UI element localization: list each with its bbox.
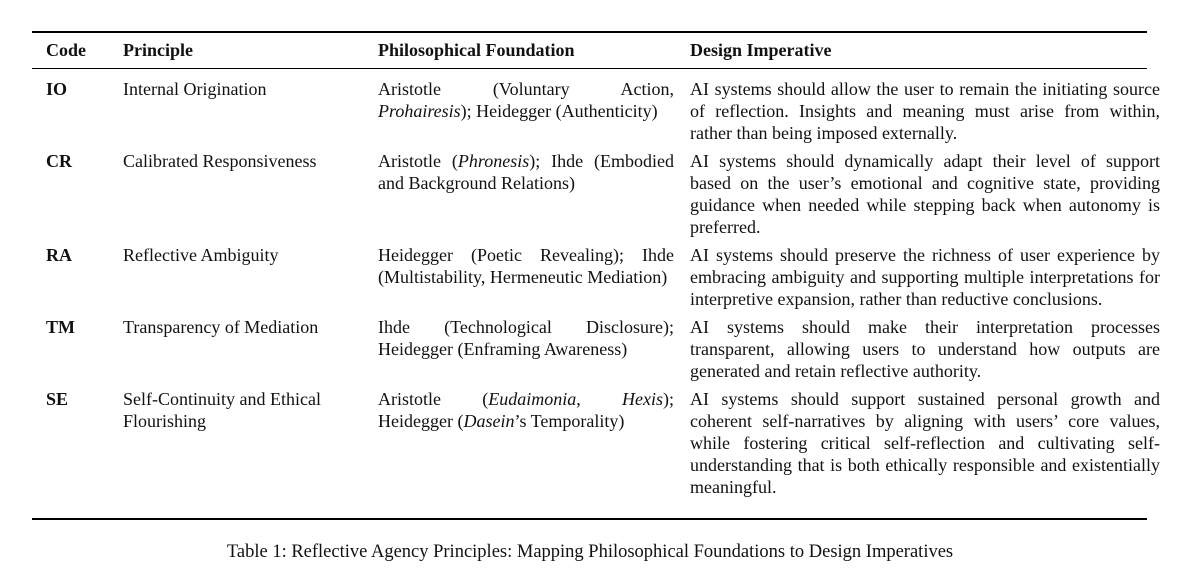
row-code: CR xyxy=(46,151,72,171)
header-code: Code xyxy=(46,40,86,60)
table-bottom-rule xyxy=(32,518,1147,520)
header-foundation: Philosophical Foundation xyxy=(378,40,575,60)
table-header-row xyxy=(32,33,1170,69)
row-principle: Reflective Ambiguity xyxy=(123,245,279,265)
table-row xyxy=(32,69,1170,150)
row-code: SE xyxy=(46,389,69,409)
row-foundation: Heidegger (Poetic Revealing); Ihde (Multistability, Hermeneutic Mediation) xyxy=(378,245,674,287)
table-row xyxy=(32,388,1170,504)
table-row xyxy=(32,244,1170,316)
row-code: RA xyxy=(46,245,72,265)
row-foundation: Aristotle (Voluntary Action, Prohairesis); Heidegger (Authenticity) xyxy=(378,79,674,121)
principles-table xyxy=(32,33,1170,504)
row-foundation: Ihde (Technological Disclosure); Heidegger (Enframing Awareness) xyxy=(378,317,674,359)
table-caption: Table 1: Reflective Agency Principles: Mapping Philosophical Foundations to Design Imperatives xyxy=(226,542,954,562)
row-principle: Self-Continuity and Ethical Flourishing xyxy=(123,389,321,431)
row-code: IO xyxy=(46,79,68,99)
header-imperative: Design Imperative xyxy=(690,40,832,60)
row-imperative: AI systems should preserve the richness of user experience by embracing ambiguity and supporting multiple interpretations for interpretive expansion, rather than reductive conclusions. xyxy=(690,245,1160,309)
header-principle: Principle xyxy=(123,40,193,60)
row-principle: Internal Origination xyxy=(123,79,267,99)
row-foundation: Aristotle (Eudaimonia, Hexis); Heidegger (Dasein’s Temporality) xyxy=(378,389,674,431)
row-principle: Calibrated Responsiveness xyxy=(123,151,317,171)
row-imperative: AI systems should dynamically adapt their level of support based on the user’s emotional and cognitive state, providing guidance when needed while stepping back when autonomy is preferred. xyxy=(690,151,1160,237)
row-code: TM xyxy=(46,317,75,337)
row-imperative: AI systems should support sustained personal growth and coherent self-narratives by aligning with users’ core values, while fostering critical self-reflection and cultivating self-understanding that is both ethically responsible and existentially meaningful. xyxy=(690,389,1160,497)
row-imperative: AI systems should make their interpretation processes transparent, allowing users to understand how outputs are generated and retain reflective authority. xyxy=(690,317,1160,381)
row-principle: Transparency of Mediation xyxy=(123,317,319,337)
table-row xyxy=(32,316,1170,388)
row-imperative: AI systems should allow the user to remain the initiating source of reflection. Insights and meaning must arise from within, rather than being imposed externally. xyxy=(690,79,1160,143)
table-row xyxy=(32,150,1170,244)
row-foundation: Aristotle (Phronesis); Ihde (Embodied and Background Relations) xyxy=(378,151,674,193)
